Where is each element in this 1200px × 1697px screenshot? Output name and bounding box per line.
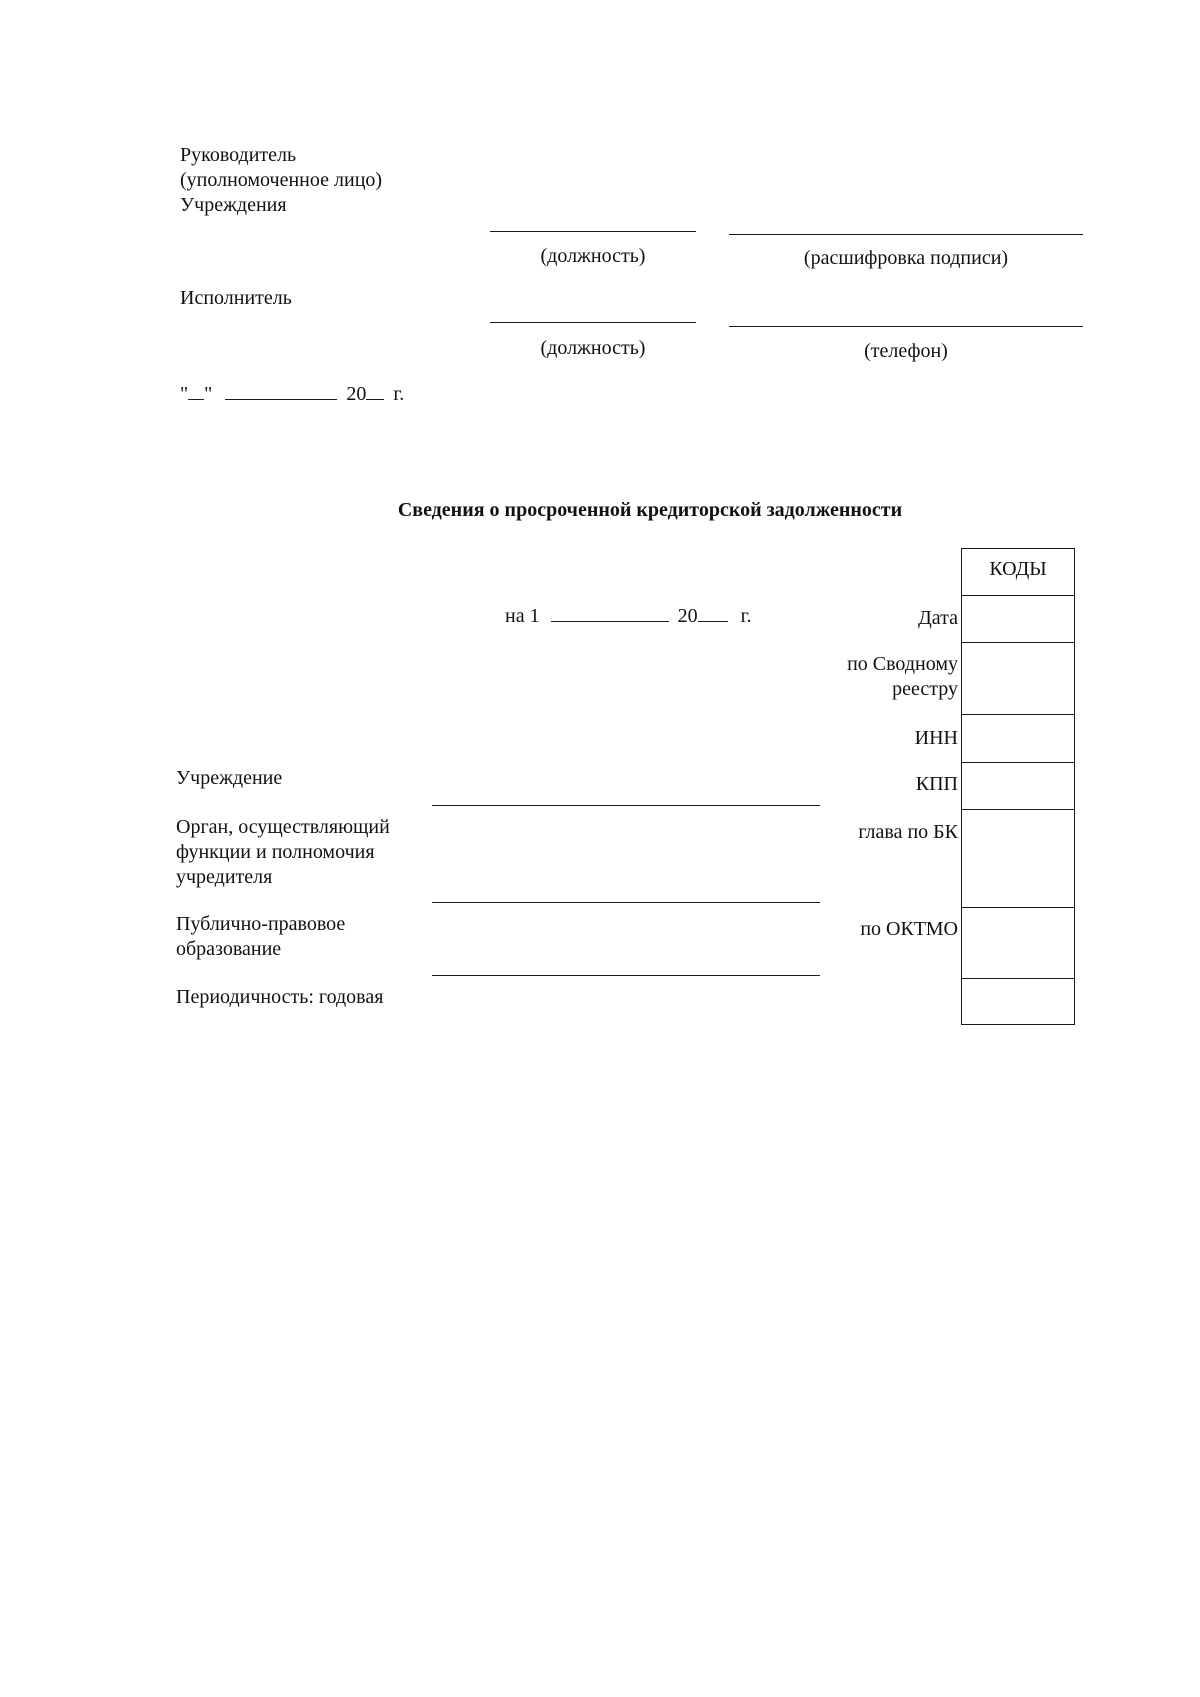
month-blank[interactable] [225, 381, 337, 400]
head-signature-line[interactable] [729, 234, 1083, 235]
code-date-cell[interactable] [962, 596, 1074, 643]
field-institution-label: Учреждение [176, 767, 283, 789]
signing-date [180, 381, 404, 407]
report-title: Сведения о просроченной кредиторской задолженности [397, 499, 903, 521]
code-registry-cell[interactable] [962, 643, 1074, 715]
report-year-suffix: г. [740, 605, 752, 627]
field-founder-line1: Орган, осуществляющий [176, 816, 390, 838]
report-date-prefix: на 1 [505, 605, 540, 627]
head-position-caption: (должность) [540, 245, 646, 267]
report-date [505, 603, 752, 629]
codes-header-cell [962, 549, 1074, 596]
field-founder-line[interactable] [432, 902, 820, 903]
report-month-blank[interactable] [551, 603, 669, 622]
date-quote-open: " [180, 383, 189, 405]
code-label-chapter-bk: глава по БК [858, 821, 958, 843]
head-signature-caption: (расшифровка подписи) [803, 247, 1009, 269]
day-blank[interactable] [188, 381, 204, 400]
executor-label: Исполнитель [180, 287, 292, 309]
field-institution-line[interactable] [432, 805, 820, 806]
code-inn-cell[interactable] [962, 715, 1074, 763]
code-label-kpp: КПП [915, 773, 958, 795]
report-year-prefix: 20 [677, 605, 698, 627]
code-kpp-cell[interactable] [962, 763, 1074, 810]
code-extra-cell[interactable] [962, 979, 1074, 1026]
head-label-line3: Учреждения [180, 194, 287, 216]
executor-position-caption: (должность) [540, 337, 646, 359]
code-label-inn: ИНН [914, 727, 958, 749]
head-label-line1: Руководитель [180, 144, 297, 166]
field-founder-line2: функции и полномочия [176, 841, 375, 863]
code-label-registry-line2: реестру [892, 678, 958, 700]
field-founder-line3: учредителя [176, 866, 273, 888]
year-blank[interactable] [366, 381, 384, 400]
executor-position-line[interactable] [490, 322, 696, 323]
report-year-blank[interactable] [698, 603, 728, 622]
codes-header: КОДЫ [989, 558, 1047, 580]
executor-phone-caption: (телефон) [864, 340, 948, 362]
head-label-line2: (уполномоченное лицо) [180, 169, 383, 191]
codes-table [961, 548, 1075, 1025]
date-quote-close: " [204, 383, 213, 405]
executor-phone-line[interactable] [729, 326, 1083, 327]
code-label-registry-line1: по Сводному [847, 653, 958, 675]
date-year-suffix: г. [393, 383, 405, 405]
code-chapter-cell[interactable] [962, 810, 1074, 908]
date-year-prefix: 20 [346, 383, 367, 405]
field-municipality-line[interactable] [432, 975, 820, 976]
head-position-line[interactable] [490, 231, 696, 232]
code-label-date: Дата [918, 607, 958, 629]
field-municipality-line2: образование [176, 938, 282, 960]
code-label-oktmo: по ОКТМО [860, 918, 958, 940]
field-municipality-line1: Публично-правовое [176, 913, 346, 935]
field-periodicity: Периодичность: годовая [176, 986, 384, 1008]
code-oktmo-cell[interactable] [962, 908, 1074, 979]
